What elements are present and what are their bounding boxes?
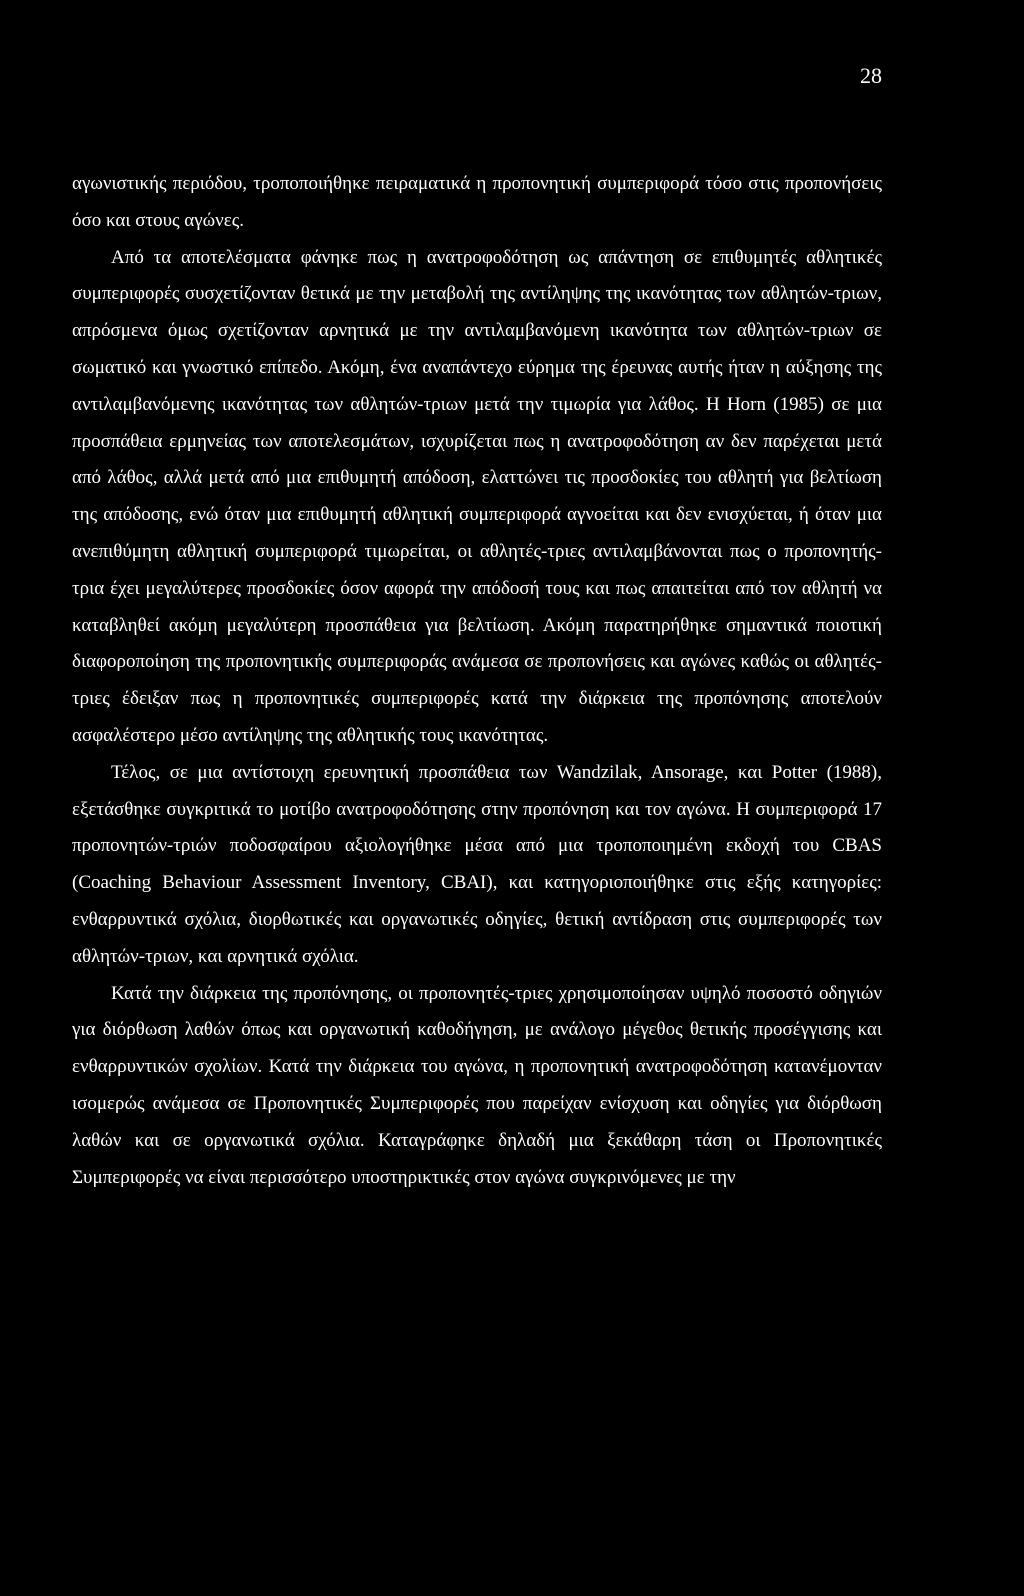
- document-body: [72, 166, 882, 1196]
- page-number: 28: [860, 63, 882, 88]
- paragraph-results: Από τα αποτελέσματα φάνηκε πως η ανατροφοδότηση ως απάντηση σε επιθυμητές αθλητικές συμπεριφορές συσχετίζονταν θετικά με την μεταβολή της αντίληψης της ικανότητας των αθλητών-τριων, απρόσμενα όμως σχετίζονταν αρνητικά με την αντιλαμβανόμενη ικανότητα των αθλητών-τριων σε σωματικό και γνωστικό επίπεδο. Ακόμη, ένα αναπάντεχο εύρημα της έρευνας αυτής ήταν η αύξησης της αντιλαμβανόμενης ικανότητας των αθλητών-τριων μετά την τιμωρία για λάθος. Η Horn (1985) σε μια προσπάθεια ερμηνείας των αποτελεσμάτων, ισχυρίζεται πως η ανατροφοδότηση αν δεν παρέχεται μετά από λάθος, αλλά μετά από μια επιθυμητή απόδοση, ελαττώνει τις προσδοκίες του αθλητή για βελτίωση της απόδοσης, ενώ όταν μια επιθυμητή αθλητική συμπεριφορά αγνοείται και δεν ενισχύεται, ή όταν μια ανεπιθύμητη αθλητική συμπεριφορά τιμωρείται, οι αθλητές-τριες αντιλαμβάνονται πως ο προπονητής-τρια έχει μεγαλύτερες προσδοκίες όσον αφορά την απόδοσή τους και πως απαιτείται από τον αθλητή να καταβληθεί ακόμη μεγαλύτερη προσπάθεια για βελτίωση. Ακόμη παρατηρήθηκε σημαντικά ποιοτική διαφοροποίηση της προπονητικής συμπεριφοράς ανάμεσα σε προπονήσεις και αγώνες καθώς οι αθλητές-τριες έδειξαν πως η προπονητικές συμπεριφορές κατά την διάρκεια της προπόνησης αποτελούν ασφαλέστερο μέσο αντίληψης της αθλητικής τους ικανότητας.: [72, 246, 882, 746]
- paragraph-training-period: Κατά την διάρκεια της προπόνησης, οι προπονητές-τριες χρησιμοποίησαν υψηλό ποσοστό οδηγιών για διόρθωση λαθών όπως και οργανωτική καθοδήγηση, με ανάλογο μέγεθος θετικής προσέγγισης και ενθαρρυντικών σχολίων. Κατά την διάρκεια του αγώνα, η προπονητική ανατροφοδότηση κατανέμονταν ισομερώς ανάμεσα σε Προπονητικές Συμπεριφορές που παρείχαν ενίσχυση και οδηγίες για διόρθωση λαθών και σε οργανωτικά σχόλια. Καταγράφηκε δηλαδή μια ξεκάθαρη τάση οι Προπονητικές Συμπεριφορές να είναι περισσότερο υποστηρικτικές στον αγώνα συγκρινόμενες με την: [72, 982, 882, 1188]
- paragraph-wandzilak-study: Τέλος, σε μια αντίστοιχη ερευνητική προσπάθεια των Wandzilak, Ansorage, και Potter (1988), εξετάσθηκε συγκριτικά το μοτίβο ανατροφοδότησης στην προπόνηση και τον αγώνα. Η συμπεριφορά 17 προπονητών-τριών ποδοσφαίρου αξιολογήθηκε μέσα από μια τροποποιημένη εκδοχή του CBAS (Coaching Behaviour Assessment Inventory, CBAI), και κατηγοριοποιήθηκε στις εξής κατηγορίες: ενθαρρυντικά σχόλια, διορθωτικές και οργανωτικές οδηγίες, θετική αντίδραση στις συμπεριφορές των αθλητών-τριων, και αρνητικά σχόλια.: [72, 761, 882, 967]
- paragraph-continuation: αγωνιστικής περιόδου, τροποποιήθηκε πειραματικά η προπονητική συμπεριφορά τόσο στις προπονήσεις όσο και στους αγώνες.: [72, 173, 882, 231]
